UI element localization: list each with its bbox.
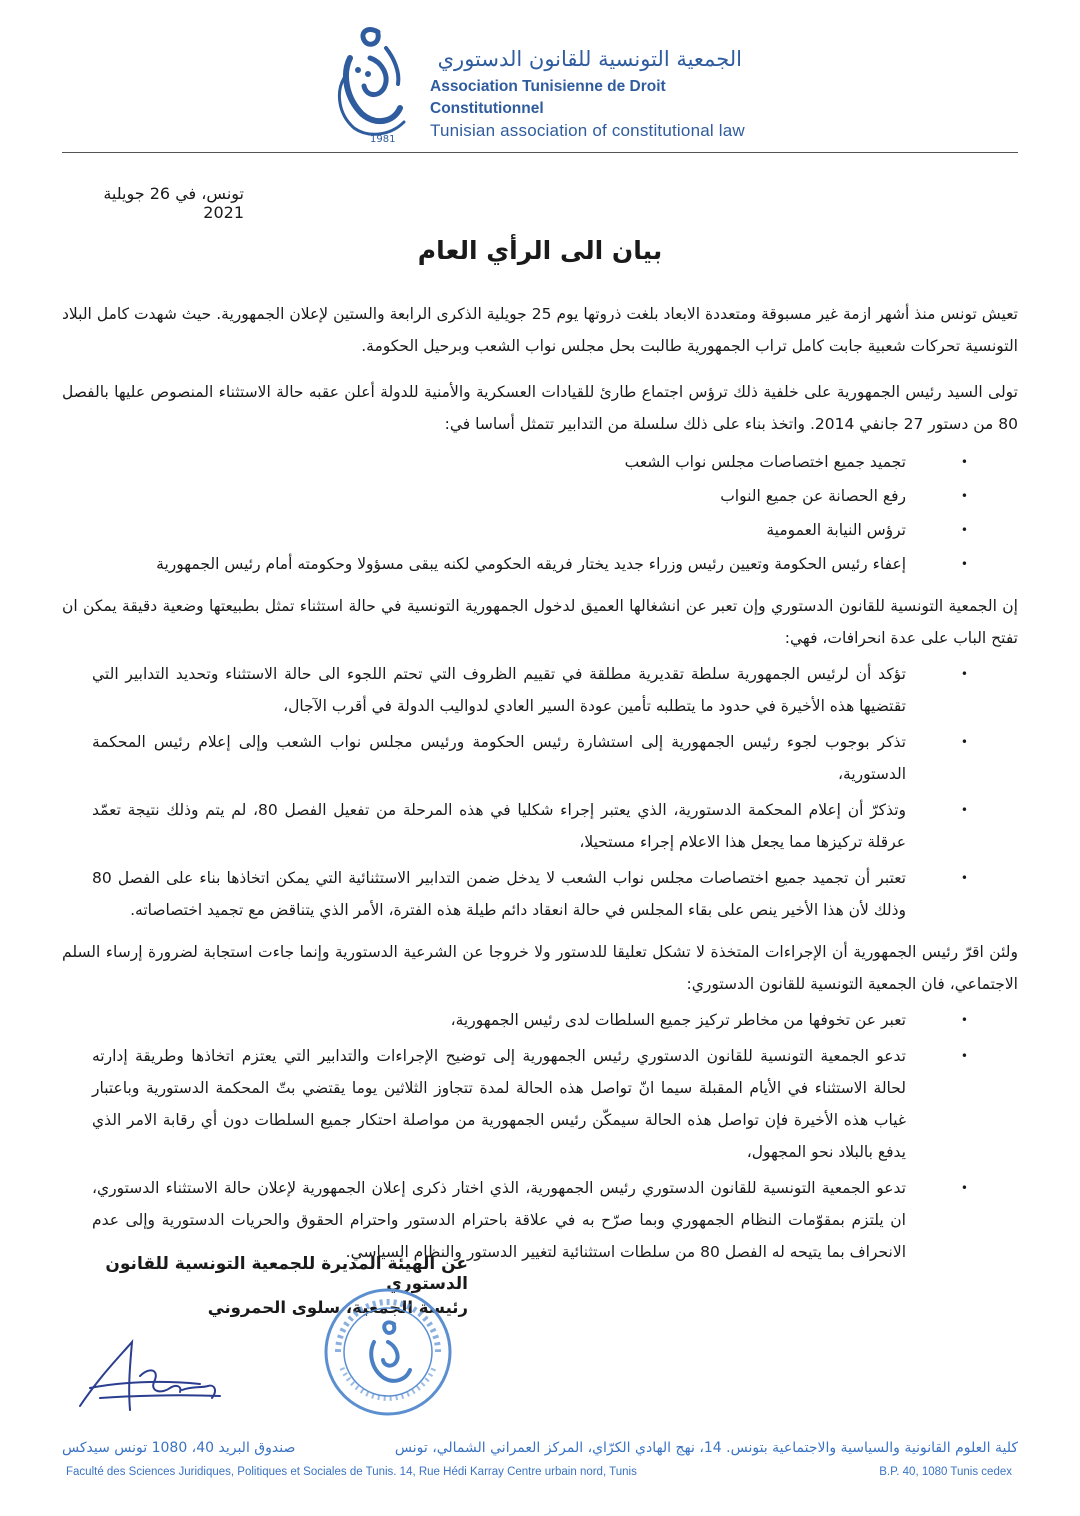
letter-body [62, 298, 1018, 1278]
association-name-fr: Association Tunisienne de Droit Constitutionnel [430, 78, 666, 117]
list-item: • تعتبر أن تجميد جميع اختصاصات مجلس نواب الشعب لا يدخل ضمن التدابير الاستثنائية التي يمكن اتخاذها بناء على الفصل 80 وذلك لأن هذا الأخير ينص على بقاء المجلس في حالة انعقاد دائم طيلة هذه الفترة، الأمر الذي يتناقض مع تجميد اختصاصاته. [92, 869, 968, 919]
list-item-text: تذكر بوجوب لجوء رئيس الجمهورية إلى استشارة رئيس الحكومة ورئيس مجلس نواب الشعب وإلى إعلام رئيس المحكمة الدستورية، [92, 733, 906, 783]
list-item: • تذكر بوجوب لجوء رئيس الجمهورية إلى استشارة رئيس الحكومة ورئيس مجلس نواب الشعب وإلى إعلام رئيس المحكمة الدستورية، [92, 733, 968, 783]
list-item-text: إعفاء رئيس الحكومة وتعيين رئيس وزراء جديد يختار فريقه الحكومي لكنه يبقى مسؤولا وحكومته أمام رئيس الجمهورية [156, 555, 906, 573]
list-item: • وتذكرّ أن إعلام المحكمة الدستورية، الذي يعتبر إجراء شكليا في هذه المرحلة من تفعيل الفصل 80، لم يتم وذلك نتيجة تعمّد عرقلة تركيزها مما يجعل هذا الاعلام إجراء مستحيلا، [92, 801, 968, 851]
footer-address-ar: كلية العلوم القانونية والسياسية والاجتماعية بتونس. 14، نهج الهادي الكرّاي، المركز العمراني الشمالي، تونس [394, 1440, 1018, 1456]
header-divider [62, 152, 1018, 153]
signoff-line: عن الهيئة المديرة للجمعية التونسية للقانون الدستوري [105, 1254, 468, 1294]
list-item: • تدعو الجمعية التونسية للقانون الدستوري رئيس الجمهورية، الذي اختار ذكرى إعلان الجمهورية لإعلان حالة الاستثناء الدستوري، ان يلتزم بمقوّمات النظام الجمهوري وبما صرّح به في علاقة باحترام الدستور واحترام الحقوق والحريات الدستورية وإلى عدم الانحراف بما يتيحه له الفصل 80 من سلطات استثنائية لتغيير الدستور والنظام السياسي. [92, 1179, 968, 1261]
letterhead [300, 18, 760, 148]
paragraph-association-position: إن الجمعية التونسية للقانون الدستوري وإن تعبر عن انشغالها العميق لدخول الجمهورية التونسية في حالة استثناء تمثل بطبيعتها وضعية دقيقة يمكن ان تفتح الباب على عدة انحرافات، فهي: [62, 597, 1018, 647]
paragraph-context: تعيش تونس منذ أشهر ازمة غير مسبوقة ومتعددة الابعاد بلغت ذروتها يوم 25 جويلية الذكرى الرابعة والستين لإعلان الجمهورية. حيث شهدت كامل البلاد التونسية تحركات شعبية جابت كامل تراب الجمهورية طالبت بحل مجلس نواب الشعب وبرحيل الحكومة. [62, 305, 1018, 355]
handwritten-signature-icon [70, 1336, 250, 1416]
association-name-ar: الجمعية التونسية للقانون الدستوري [437, 47, 742, 71]
list-item: • إعفاء رئيس الحكومة وتعيين رئيس وزراء جديد يختار فريقه الحكومي لكنه يبقى مسؤولا وحكومته أمام رئيس الجمهورية [156, 555, 968, 573]
footer-po-box-ar: صندوق البريد 40، 1080 تونس سيدكس [62, 1440, 296, 1456]
list-item-text: رفع الحصانة عن جميع النواب [720, 487, 906, 505]
signatory-name: رئيسة الجمعية، سلوى الحمروني [207, 1298, 468, 1317]
logo-year: 1981 [370, 134, 396, 145]
list-item: • رفع الحصانة عن جميع النواب [720, 487, 968, 505]
letter-footer [62, 1440, 1018, 1488]
list-item-text: تدعو الجمعية التونسية للقانون الدستوري رئيس الجمهورية إلى توضيح الإجراءات والتدابير التي يعتزم اتخاذها وطريقة إدارته لحالة الاستثناء في الأيام المقبلة سيما انّ تواصل هذه الحالة لمدة تتجاوز الثلاثين يوما يقتضي بتّ المحكمة الدستورية وباعتبار غياب هذه الأخيرة فإن تواصل هذه الحالة سيمكّن رئيس الجمهورية من مواصلة احتكار جميع السلطات دون أي رقابة الامر الذي يدفع بالبلاد نحو المجهول، [92, 1047, 906, 1161]
list-item: • تؤكد أن لرئيس الجمهورية سلطة تقديرية مطلقة في تقييم الظروف التي تحتم اللجوء الى حالة الاستثناء وتحديد التدابير التي تقتضيها هذه الأخيرة في حدود ما يتطلبه تأمين عودة السير العادي لدواليب الدولة في أقرب الآجال، [92, 665, 968, 715]
list-item-text: تجميد جميع اختصاصات مجلس نواب الشعب [624, 453, 906, 471]
paragraph-president-statement: ولئن اقرّ رئيس الجمهورية أن الإجراءات المتخذة لا تشكل تعليقا للدستور ولا خروجا عن الشرعية الدستورية وإنما جاءت استجابة لضرورة إرساء السلم الاجتماعي، فان الجمعية التونسية للقانون الدستوري: [62, 943, 1018, 993]
association-logo-icon [320, 18, 420, 148]
letter-date: تونس، في 26 جويلية 2021 [103, 184, 244, 222]
list-item-text: تدعو الجمعية التونسية للقانون الدستوري رئيس الجمهورية، الذي اختار ذكرى إعلان الجمهورية لإعلان حالة الاستثناء الدستوري، ان يلتزم بمقوّمات النظام الجمهوري وبما صرّح به في علاقة باحترام الدستور واحترام الحقوق والحريات الدستورية وإلى عدم الانحراف بما يتيحه له الفصل 80 من سلطات استثنائية لتغيير الدستور والنظام السياسي. [92, 1179, 906, 1261]
list-item-text: تؤكد أن لرئيس الجمهورية سلطة تقديرية مطلقة في تقييم الظروف التي تحتم اللجوء الى حالة الاستثناء وتحديد التدابير التي تقتضيها هذه الأخيرة في حدود ما يتطلبه تأمين عودة السير العادي لدواليب الدولة في أقرب الآجال، [92, 665, 906, 715]
list-item: • ترؤس النيابة العمومية [766, 521, 968, 539]
list-item: • تعبر عن تخوفها من مخاطر تركيز جميع السلطات لدى رئيس الجمهورية، [450, 1011, 968, 1029]
paragraph-measures-intro: تولى السيد رئيس الجمهورية على خلفية ذلك ترؤس اجتماع طارئ للقيادات العسكرية والأمنية للدولة أعلن عقبه حالة الاستثناء المنصوص عليها بالفصل 80 من دستور 27 جانفي 2014. واتخذ بناء على ذلك سلسلة من التدابير تتمثل أساسا في: [62, 383, 1018, 433]
footer-french-row [62, 1466, 1018, 1488]
measures-list [62, 446, 1018, 580]
list-item: • تدعو الجمعية التونسية للقانون الدستوري رئيس الجمهورية إلى توضيح الإجراءات والتدابير التي يعتزم اتخاذها وطريقة إدارته لحالة الاستثناء في الأيام المقبلة سيما انّ تواصل هذه الحالة لمدة تتجاوز الثلاثين يوما يقتضي بتّ المحكمة الدستورية وباعتبار غياب هذه الأخيرة فإن تواصل هذه الحالة سيمكّن رئيس الجمهورية من مواصلة احتكار جميع السلطات دون أي رقابة الامر الذي يدفع بالبلاد نحو المجهول، [92, 1047, 968, 1161]
letterhead-text [430, 46, 760, 142]
footer-address-fr: Faculté des Sciences Juridiques, Politiques et Sociales de Tunis. 14, Rue Hédi Karray Centre urbain nord, Tunis [66, 1466, 637, 1478]
list-item: • تجميد جميع اختصاصات مجلس نواب الشعب [624, 453, 968, 471]
association-name-en: Tunisian association of constitutional law [430, 121, 745, 140]
letter-title: بيان الى الرأي العام [417, 236, 663, 265]
list-item-text: ترؤس النيابة العمومية [766, 521, 906, 539]
footer-arabic-row [62, 1440, 1018, 1466]
list-item-text: وتذكرّ أن إعلام المحكمة الدستورية، الذي يعتبر إجراء شكليا في هذه المرحلة من تفعيل الفصل 80، لم يتم وذلك نتيجة تعمّد عرقلة تركيزها مما يجعل هذا الاعلام إجراء مستحيلا، [92, 801, 906, 851]
footer-po-box-fr: B.P. 40, 1080 Tunis cedex [879, 1466, 1012, 1478]
positions-list [62, 658, 1018, 926]
demands-list [62, 1004, 1018, 1268]
association-stamp-icon [318, 1282, 458, 1422]
list-item-text: تعبر عن تخوفها من مخاطر تركيز جميع السلطات لدى رئيس الجمهورية، [450, 1011, 906, 1029]
list-item-text: تعتبر أن تجميد جميع اختصاصات مجلس نواب الشعب لا يدخل ضمن التدابير الاستثنائية التي يمكن اتخاذها بناء على الفصل 80 وذلك لأن هذا الأخير ينص على بقاء المجلس في حالة انعقاد دائم طيلة هذه الفترة، الأمر الذي يتناقض مع تجميد اختصاصاته. [92, 869, 906, 919]
